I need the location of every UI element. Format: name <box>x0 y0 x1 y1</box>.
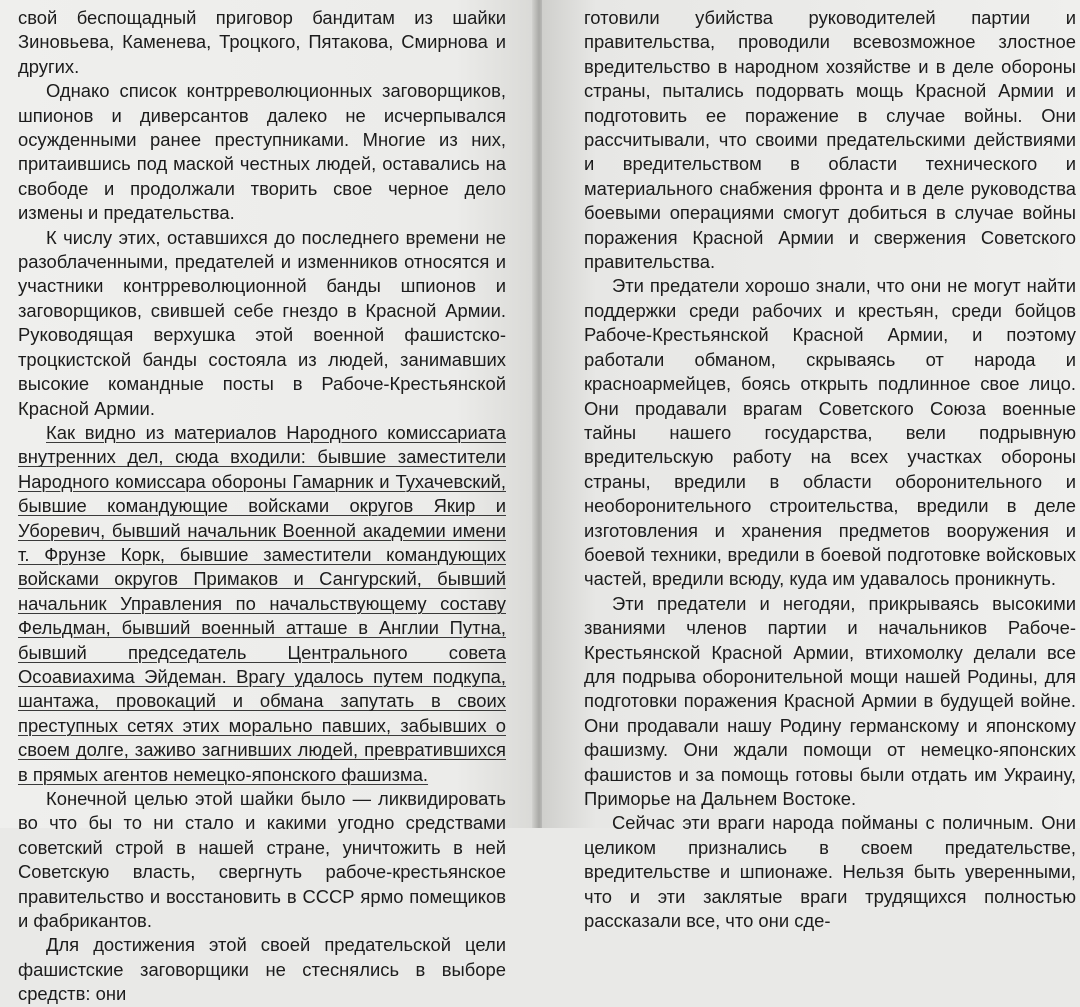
left-paragraph-2: Однако список контрреволюционных заговорщиков, шпионов и диверсантов далеко не исчерпывался осужденными ранее преступниками. Многие из них, притаившись под маской честных людей, оставались на свободе и продолжали творить свое черное дело измены и предательства. <box>18 80 506 224</box>
right-paragraph-4: Сейчас эти враги народа пойманы с поличным. Они целиком признались в своем предательстве, вредительстве и шпионаже. Нельзя быть уверенными, что и эти заклятые враги трудящихся полностью рассказали все, что они сде- <box>584 812 1076 932</box>
left-paragraph-1: свой беспощадный приговор бандитам из шайки Зиновьева, Каменева, Троцкого, Пятакова, Смирнова и других. <box>18 7 506 77</box>
right-paragraph-2: Эти предатели хорошо знали, что они не могут найти поддержки среди рабочих и крестьян, среди бойцов Рабоче-Крестьянской Красной Армии, и поэтому работали обманом, скрываясь от народа и красноармейцев, боясь открыть подлинное свое лицо. Они продавали врагам Советского Союза военные тайны нашего государства, вели подрывную вредительскую работу на всех участках обороны страны, вредили в области оборонительного и необоронительного строительства, вредили в деле изготовления и хранения предметов вооружения и боевой техники, вредили в боевой подготовке войсковых частей, вредили всюду, куда им удавалось проникнуть. <box>584 275 1076 590</box>
left-page <box>0 0 536 1005</box>
right-paragraph-1: готовили убийства руководителей партии и правительства, проводили всевозможное злостное вредительство в народном хозяйстве и в деле обороны страны, пытались подорвать мощь Красной Армии и подготовить ее поражение в случае войны. Они рассчитывали, что своими предательскими действиями и вредительством в области технического и материального снабжения фронта и в деле руководства боевыми операциями смогут добиться в случае войны поражения Красной Армии и свержения Советского правительства. <box>584 7 1076 273</box>
left-paragraph-4-underlined: Как видно из материалов Народного комиссариата внутренних дел, сюда входили: бывшие заместители Народного комиссара обороны Гамарник и Тухачевский, бывшие командующие войсками округов Якир и Уборевич, бывший начальник Военной академии имени т. Фрунзе Корк, бывшие заместители командующих войсками округов Примаков и Сангурский, бывший начальник Управления по начальствующему составу Фельдман, бывший военный атташе в Англии Путна, бывший председатель Центрального совета Осоавиахима Эйдеман. Врагу удалось путем подкупа, шантажа, провокаций и обмана запутать в своих преступных сетях этих морально павших, забывших о своем долге, заживо загнивших людей, превратившихся в прямых агентов немецко-японского фашизма. <box>18 421 506 785</box>
right-page <box>542 0 1080 932</box>
right-paragraph-3: Эти предатели и негодяи, прикрываясь высокими званиями членов партии и начальников Рабоче-Крестьянской Красной Армии, втихомолку делали все для подрыва оборонительной мощи нашей Родины, для подготовки поражения Красной Армии в будущей войне. Они продавали нашу Родину германскому и японскому фашизму. Они ждали помощи от немецко-японских фашистов и за помощь готовы были отдать им Украину, Приморье на Дальнем Востоке. <box>584 592 1076 809</box>
left-paragraph-5: Конечной целью этой шайки было — ликвидировать во что бы то ни стало и какими угодно средствами советский строй в нашей стране, уничтожить в ней Советскую власть, свергнуть рабоче-крестьянское правительство и восстановить в СССР ярмо помещиков и фабрикантов. <box>18 788 506 932</box>
left-paragraph-3: К числу этих, оставшихся до последнего времени не разоблаченными, предателей и изменников относятся и участники контрреволюционной банды шпионов и заговорщиков, свившей себе гнездо в Красной Армии. Руководящая верхушка этой военной фашистско-троцкистской банды состояла из людей, занимавших высокие командные посты в Рабоче-Крестьянской Красной Армии. <box>18 226 506 419</box>
left-paragraph-6: Для достижения этой своей предательской цели фашистские заговорщики не стеснялись в выборе средств: они <box>18 934 506 1005</box>
